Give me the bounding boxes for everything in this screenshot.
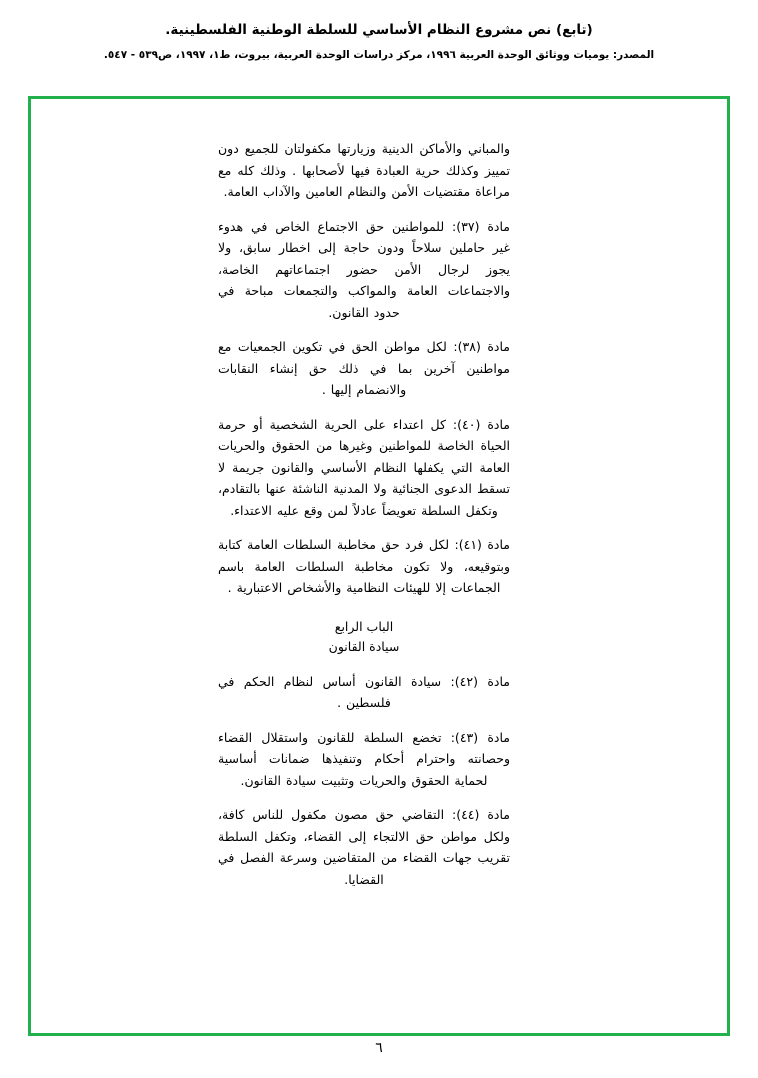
page-title: (تابع) نص مشروع النظام الأساسي للسلطة الوطنية الفلسطينية.: [165, 22, 593, 38]
paragraph: مادة (٤٣): تخضع السلطة للقانون واستقلال القضاء وحصانته واحترام أحكام وتنفيذها ضمانات أساسية لحماية الحقوق والحريات وتثبيت سيادة القانون.: [218, 729, 510, 788]
section-heading-line-1: الباب الرابع: [334, 618, 394, 634]
paragraph: مادة (٣٧): للمواطنين حق الاجتماع الخاص في هدوء غير حاملين سلاحاً ودون حاجة إلى اخطار سابق، ولا يجوز لرجال الأمن حضور اجتماعاتهم الخاصة، والاجتماعات العامة والمواكب والتجمعات مباحة في حدود القانون.: [218, 218, 510, 320]
document-body: [0, 138, 758, 903]
paragraph: مادة (٤١): لكل فرد حق مخاطبة السلطات العامة كتابة وبتوقيعه، ولا تكون مخاطبة السلطات العامة باسم الجماعات إلا للهيئات النظامية والأشخاص الاعتبارية .: [218, 537, 510, 595]
paragraph: والمباني والأماكن الدينية وزيارتها مكفولتان للجميع دون تمييز وكذلك حرية العبادة فيها لأصحابها . وذلك كله مع مراعاة مقتضيات الأمن والنظام العامين والآداب العامة.: [218, 141, 510, 199]
source-citation: المصدر: يوميات ووثائق الوحدة العربية ١٩٩٦، مركز دراسات الوحدة العربية، بيروت، ط١، ١٩٩٧، ص٥٣٩ - ٥٤٧.: [103, 49, 655, 62]
paragraph: مادة (٤٤): التقاضي حق مصون مكفول للناس كافة، ولكل مواطن حق الالتجاء إلى القضاء، وتكفل السلطة تقريب جهات القضاء من المتقاضين وسرعة الفصل في القضايا.: [218, 807, 510, 887]
section-heading: [218, 617, 510, 657]
section-heading-line-2: سيادة القانون: [328, 638, 400, 654]
page-number: ٦: [375, 1040, 383, 1056]
document-header: [0, 0, 758, 64]
paragraph: مادة (٤٠): كل اعتداء على الحرية الشخصية أو حرمة الحياة الخاصة للمواطنين وغيرها من الحقوق والحريات العامة التي يكفلها النظام الأساسي والقانون جريمة لا تسقط الدعوى الجنائية ولا المدنية الناشئة عنها بالتقادم، وتكفل السلطة تعويضاً عادلاً لمن وقع عليه الاعتداء.: [218, 416, 510, 518]
paragraph: مادة (٣٨): لكل مواطن الحق في تكوين الجمعيات مع مواطنين آخرين بما في ذلك حق إنشاء النقابات والانضمام إليها .: [218, 339, 510, 397]
paragraph: مادة (٤٢): سيادة القانون أساس لنظام الحكم في فلسطين .: [218, 673, 510, 710]
